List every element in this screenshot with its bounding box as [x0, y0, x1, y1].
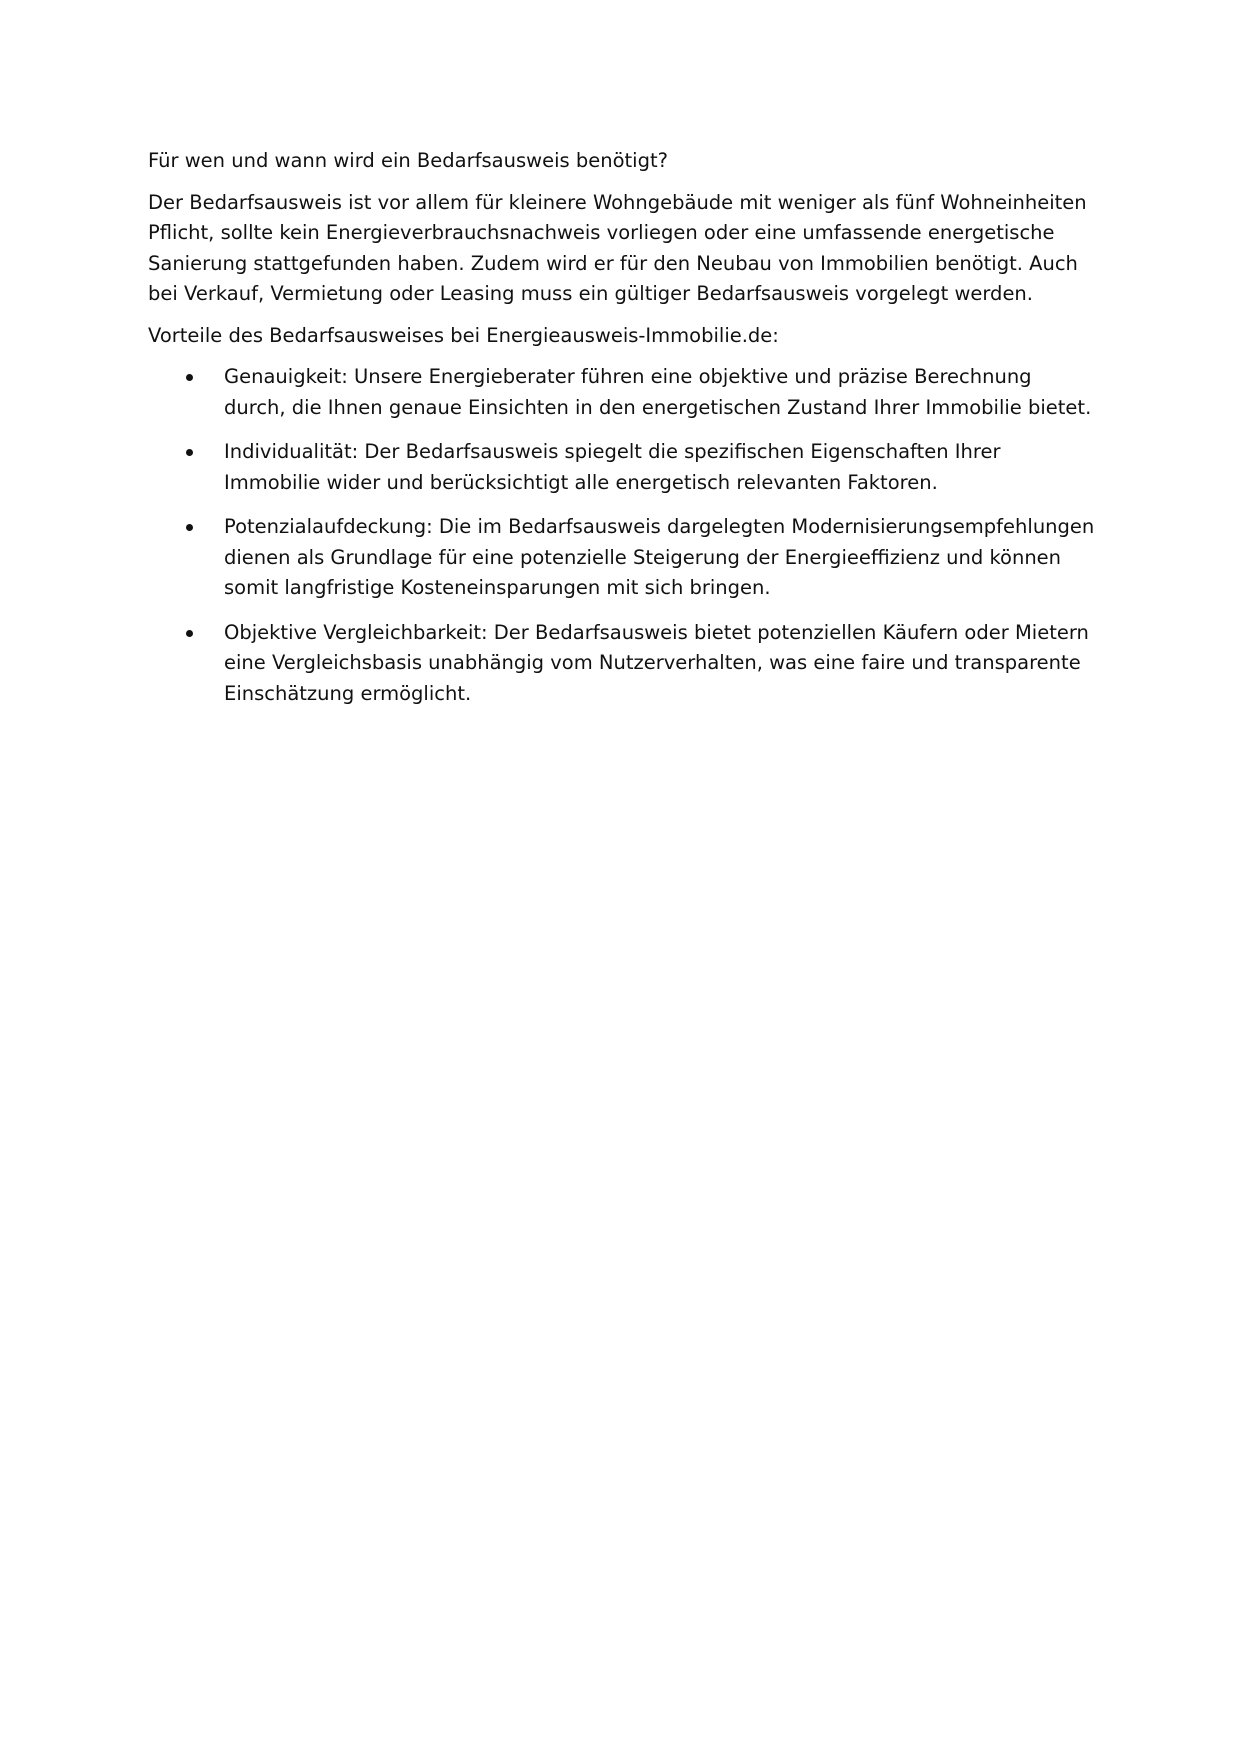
- benefits-list: [148, 362, 1098, 709]
- body-paragraph: Der Bedarfsausweis ist vor allem für kleinere Wohngebäude mit weniger als fünf Wohneinheiten Pflicht, sollte kein Energieverbrauchsnachweis vorliegen oder eine umfassende energetische Sanierung stattgefunden haben. Zudem wird er für den Neubau von Immobilien benötigt. Auch bei Verkauf, Vermietung oder Leasing muss ein gültiger Bedarfsausweis vorgelegt werden.: [148, 190, 1087, 305]
- bullet-icon: [186, 524, 193, 531]
- list-item-vergleichbarkeit: [148, 618, 1098, 710]
- bullet-icon: [186, 374, 193, 381]
- list-item-potenzialaufdeckung: [148, 512, 1098, 604]
- list-item-individualitaet: [148, 437, 1098, 498]
- document-body: [148, 146, 1098, 723]
- list-item-text: Individualität: Der Bedarfsausweis spiegelt die spezifischen Eigenschaften Ihrer Immobilie wider und berücksichtigt alle energetisch relevanten Faktoren.: [224, 440, 1001, 494]
- list-intro: Vorteile des Bedarfsausweises bei Energieausweis-Immobilie.de:: [148, 323, 779, 347]
- section-heading: Für wen und wann wird ein Bedarfsausweis benötigt?: [148, 149, 668, 172]
- bullet-icon: [186, 449, 193, 456]
- list-item-text: Genauigkeit: Unsere Energieberater führen eine objektive und präzise Berechnung durch, die Ihnen genaue Einsichten in den energetischen Zustand Ihrer Immobilie bietet.: [224, 365, 1092, 419]
- bullet-icon: [186, 630, 193, 637]
- list-item-text: Objektive Vergleichbarkeit: Der Bedarfsausweis bietet potenziellen Käufern oder Mietern eine Vergleichsbasis unabhängig vom Nutzerverhalten, was eine faire und transparente Einschätzung ermöglicht.: [224, 620, 1089, 705]
- list-item-text: Potenzialaufdeckung: Die im Bedarfsausweis dargelegten Modernisierungsempfehlungen dienen als Grundlage für eine potenzielle Steigerung der Energieeffizienz und können somit langfristige Kosteneinsparungen mit sich bringen.: [224, 515, 1095, 599]
- list-item-genauigkeit: [148, 362, 1098, 423]
